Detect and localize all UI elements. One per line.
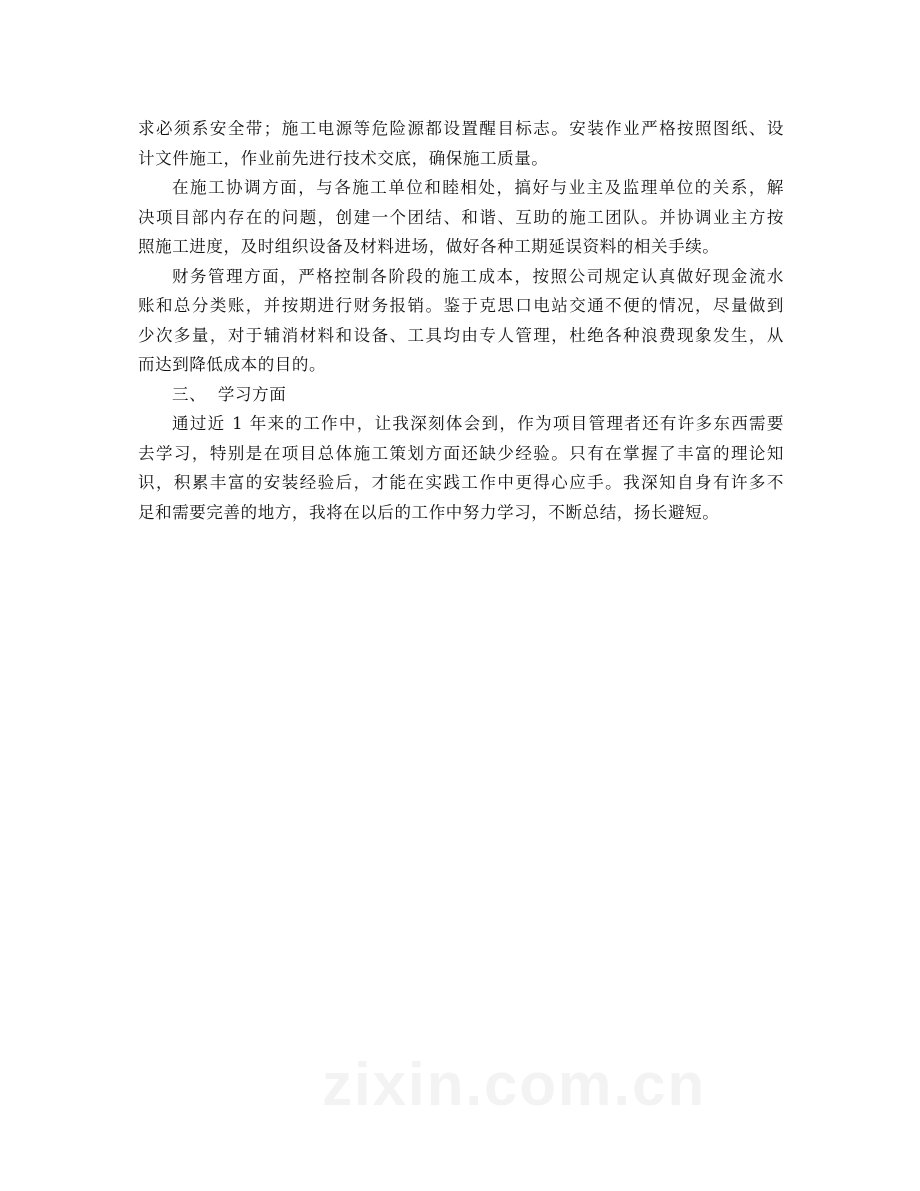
paragraph-coordination	[138, 173, 784, 262]
text-line: 通过近 1 年来的工作中，让我深刻体会到，作为项目管理者还有许多东西需要	[172, 414, 784, 433]
text-line: 计文件施工，作业前先进行技术交底，确保施工质量。	[138, 148, 549, 168]
text-line: 照施工进度，及时组织设备及材料进场，做好各种工期延误资料的相关手续。	[138, 237, 720, 256]
text-line: 求必须系安全带；施工电源等危险源都设置醒目标志。安装作业严格按照图纸、设	[138, 119, 784, 138]
section-heading: 三、 学习方面	[172, 384, 287, 404]
text-line: 账和总分类账，并按期进行财务报销。鉴于克思口电站交通不便的情况，尽量做到	[138, 296, 784, 315]
text-line: 财务管理方面，严格控制各阶段的施工成本，按照公司规定认真做好现金流水	[172, 266, 784, 286]
text-line: 少次多量，对于辅消材料和设备、工具均由专人管理，杜绝各种浪费现象发生，从	[138, 325, 784, 345]
text-line: 在施工协调方面，与各施工单位和睦相处，搞好与业主及监理单位的关系，解	[172, 178, 784, 197]
document-body	[138, 114, 784, 527]
paragraph-learning	[138, 409, 784, 527]
watermark: zixin.com.cn	[322, 1051, 707, 1118]
text-line: 决项目部内存在的问题，创建一个团结、和谐、互助的施工团队。并协调业主方按	[138, 207, 784, 227]
text-line: 识，积累丰富的安装经验后，才能在实践工作中更得心应手。我深知自身有许多不	[138, 473, 784, 492]
text-line: 足和需要完善的地方，我将在以后的工作中努力学习，不断总结，扬长避短。	[138, 502, 720, 522]
paragraph-safety	[138, 114, 784, 173]
text-line: 而达到降低成本的目的。	[138, 355, 327, 374]
paragraph-finance	[138, 262, 784, 380]
text-line: 去学习，特别是在项目总体施工策划方面还缺少经验。只有在掌握了丰富的理论知	[138, 443, 784, 463]
